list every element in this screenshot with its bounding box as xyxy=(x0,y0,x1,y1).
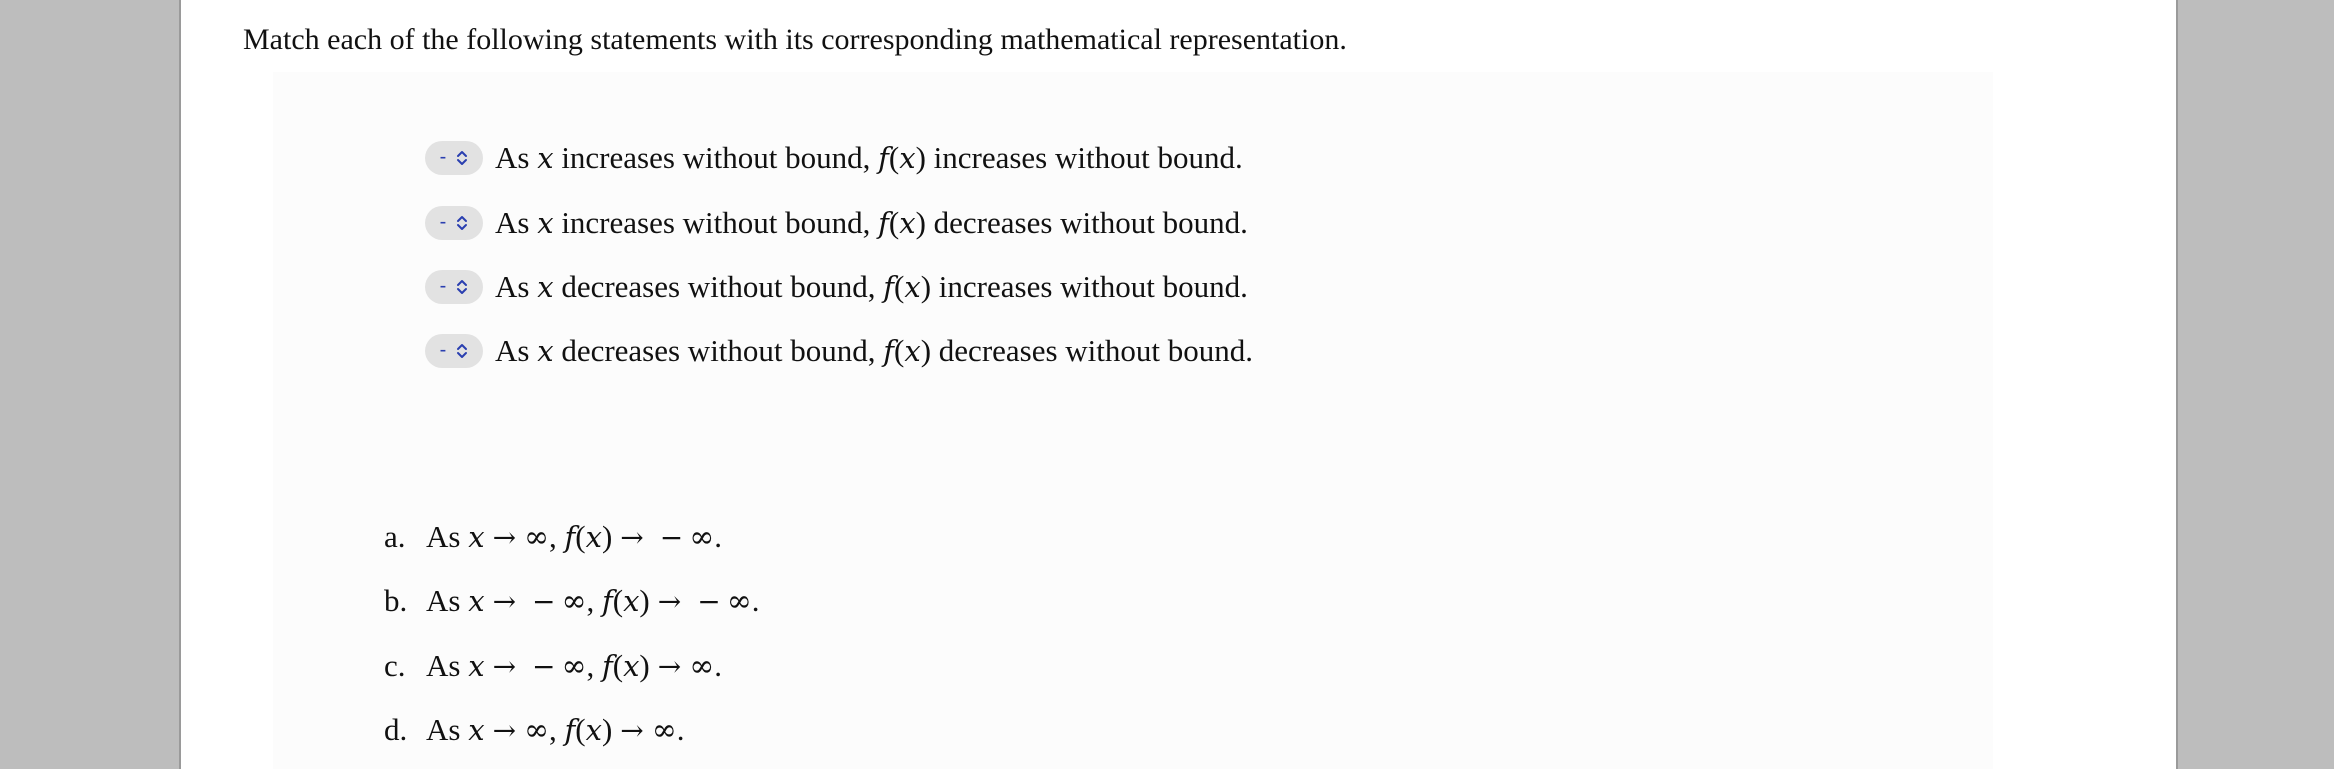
statement-row xyxy=(425,134,1243,182)
answer-letter: c. xyxy=(384,648,406,683)
chevron-up-down-icon xyxy=(456,277,468,297)
statement-row xyxy=(425,327,1253,375)
answer-option-b: b. As x → − ∞ , f ( x ) → − ∞ . xyxy=(384,583,760,619)
select-value: - xyxy=(439,339,447,361)
answer-option-d: d. As x → ∞ , f ( x ) → ∞ . xyxy=(384,712,685,748)
statement-row xyxy=(425,263,1248,311)
match-select-4[interactable] xyxy=(425,334,483,368)
statement-text: As x decreases without bound, f(x) increases without bound. xyxy=(495,269,1248,304)
statement-text: As x increases without bound, f(x) increases without bound. xyxy=(495,140,1243,175)
match-select-2[interactable] xyxy=(425,206,483,240)
match-select-1[interactable] xyxy=(425,141,483,175)
instructions-text: Match each of the following statements with its corresponding mathematical representation. xyxy=(243,23,1347,56)
chevron-up-down-icon xyxy=(456,213,468,233)
statement-text: As x decreases without bound, f(x) decreases without bound. xyxy=(495,333,1254,368)
answer-option-c: c. As x → − ∞ , f ( x ) → ∞ . xyxy=(384,648,722,684)
problem-area xyxy=(273,72,1993,769)
statement-text: As x increases without bound, f(x) decreases without bound. xyxy=(495,205,1248,240)
answer-letter: b. xyxy=(384,583,408,618)
select-value: - xyxy=(439,211,447,233)
match-select-3[interactable] xyxy=(425,270,483,304)
worksheet-page xyxy=(179,0,2178,769)
statement-row xyxy=(425,199,1248,247)
answer-letter: d. xyxy=(384,712,408,747)
chevron-up-down-icon xyxy=(456,341,468,361)
answer-option-a: a. As x → ∞ , f ( x ) → − ∞ . xyxy=(384,519,722,555)
answer-letter: a. xyxy=(384,519,406,554)
select-value: - xyxy=(439,146,447,168)
select-value: - xyxy=(439,275,447,297)
chevron-up-down-icon xyxy=(456,148,468,168)
